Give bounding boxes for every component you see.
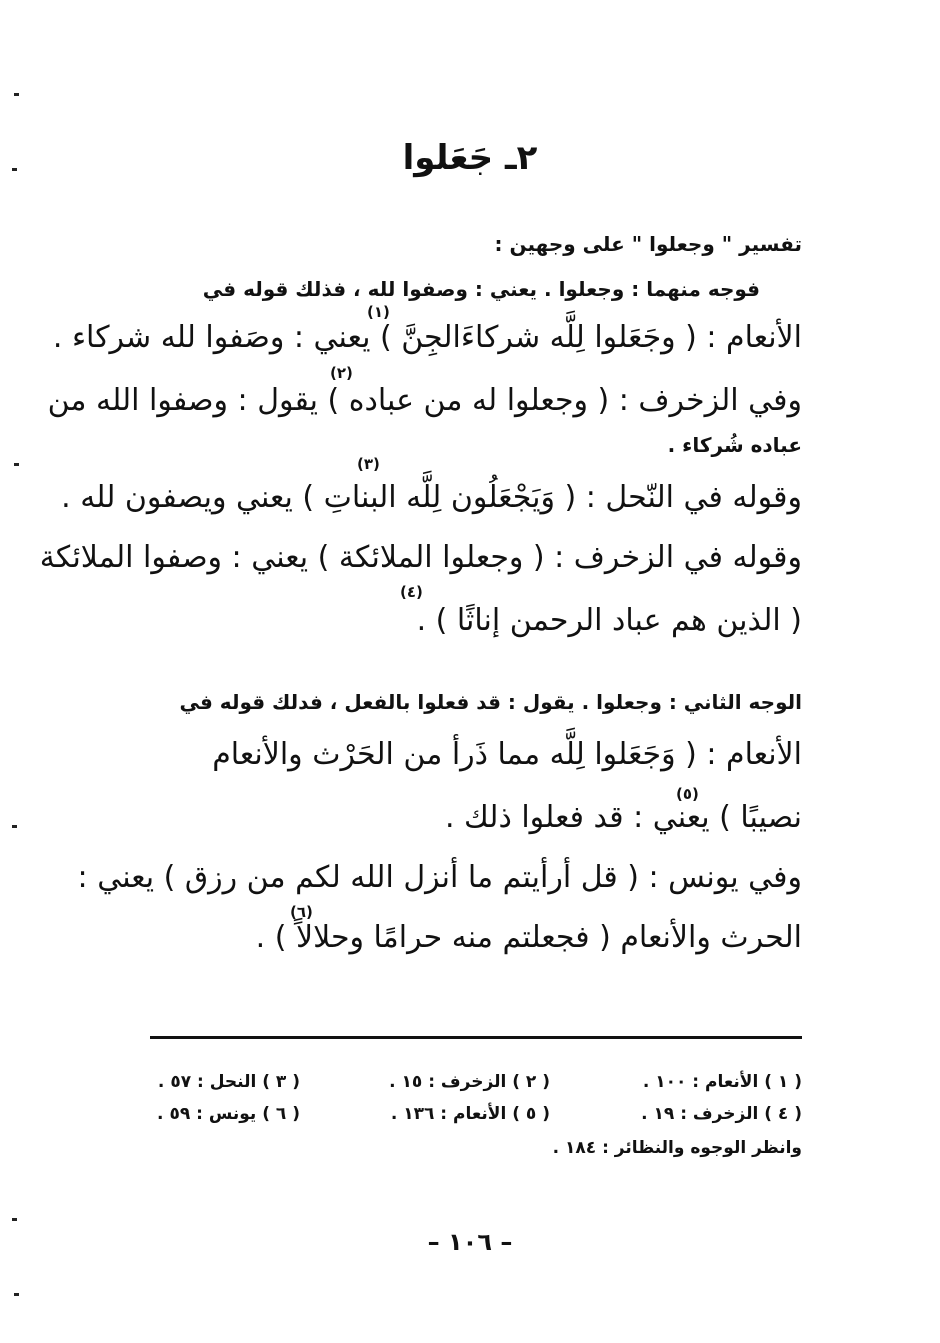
body-line: نصيبًا ) يعني : قد فعلوا ذلك . [444, 800, 802, 835]
body-line: وفي الزخرف : ( وجعلوا له من عباده ) يقول : وصفوا الله من [47, 383, 802, 418]
scan-speck [14, 93, 19, 96]
scan-speck [14, 463, 19, 466]
footnote: ( ٢ ) الزخرف : ١٥ . [389, 1072, 550, 1092]
body-line: ( الذين هم عباد الرحمن إناثًا ) . [416, 603, 802, 638]
footnote-separator [150, 1036, 802, 1039]
footnote: ( ٦ ) يونس : ٥٩ . [157, 1104, 300, 1124]
footnote: ( ١ ) الأنعام : ١٠٠ . [642, 1072, 802, 1092]
body-line: الأنعام : ( وَجَعَلوا لِلَّه مما ذَرأ من الحَرْث والأنعام [212, 737, 802, 772]
footnote: ( ٤ ) الزخرف : ١٩ . [641, 1104, 802, 1124]
body-line: فوجه منهما : وجعلوا . يعني : وصفوا لله ، فذلك قوله في [202, 277, 760, 301]
page-number: – ١٠٦ – [427, 1228, 513, 1256]
body-line: الوجه الثاني : وجعلوا . يقول : قد فعلوا بالفعل ، فدلك قوله في [179, 690, 802, 714]
footnote-ref: (٥) [676, 785, 699, 803]
footnote-ref: (١) [367, 303, 390, 321]
body-line: تفسير " وجعلوا " على وجهين : [494, 232, 802, 256]
body-line: وفي يونس : ( قل أرأيتم ما أنزل الله لكم من رزق ) يعني : [77, 860, 802, 895]
body-line: وقوله في النّحل : ( وَيَجْعَلُون لِلَّه البناتِ ) يعني ويصفون لله . [61, 480, 802, 515]
footnote: ( ٣ ) النحل : ٥٧ . [157, 1072, 300, 1092]
section-heading: ٢ـ جَعَلوا [402, 138, 538, 178]
body-line: الحرث والأنعام ( فجعلتم منه حرامًا وحلالاً ) . [255, 920, 802, 955]
body-line: وقوله في الزخرف : ( وجعلوا الملائكة ) يعني : وصفوا الملائكة [39, 540, 802, 575]
footnote-ref: (٤) [400, 583, 423, 601]
scan-speck [14, 1293, 19, 1296]
body-line: الأنعام : ( وجَعَلوا لِلَّه شركاءَالجِنَّ ) يعني : وصَفوا لله شركاء . [52, 320, 802, 355]
body-line: عباده شُركاء . [667, 433, 802, 457]
scan-speck [12, 1218, 17, 1221]
scan-speck [12, 825, 17, 828]
footnote: ( ٥ ) الأنعام : ١٣٦ . [390, 1104, 550, 1124]
footnote-ref: (٢) [330, 364, 353, 382]
footnote-ref: (٣) [357, 455, 380, 473]
footnote-ref: (٦) [290, 903, 313, 921]
footnote: وانظر الوجوه والنظائر : ١٨٤ . [552, 1138, 802, 1158]
